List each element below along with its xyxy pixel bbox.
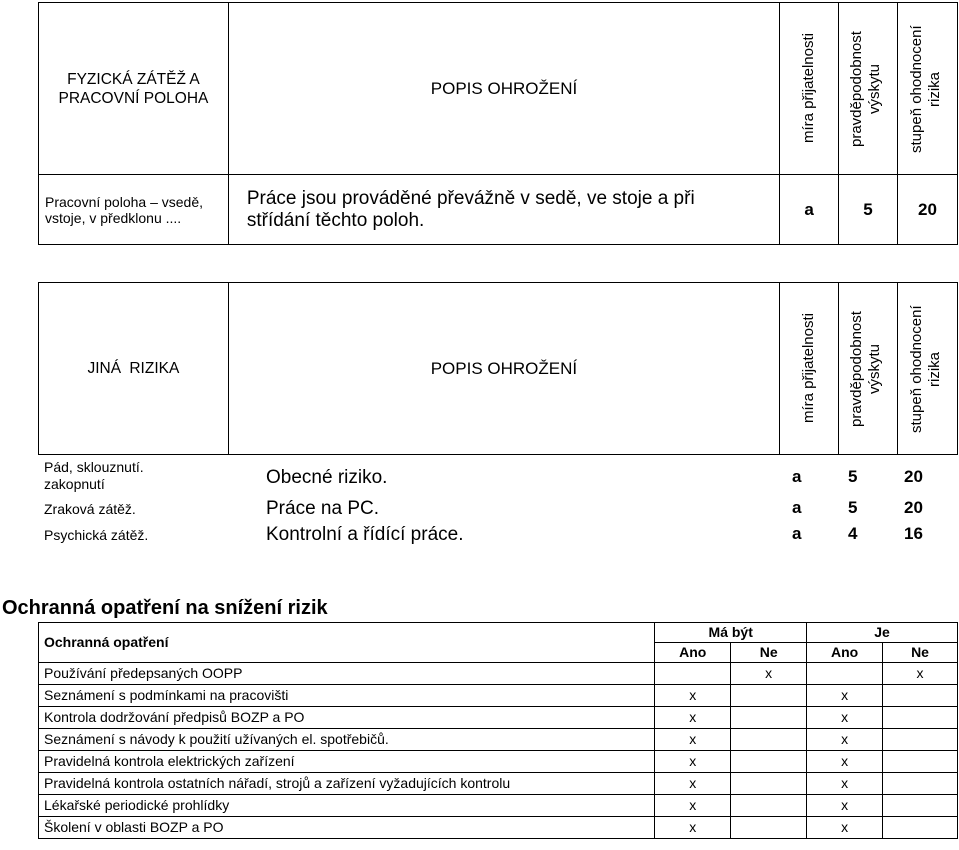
is-yes-cell: x: [807, 707, 883, 729]
is-no-header: Ne: [883, 643, 958, 663]
is-no-cell: x: [883, 663, 958, 685]
is-yes-cell: x: [807, 817, 883, 839]
table-row: [39, 817, 958, 839]
risk-row: [38, 524, 958, 546]
is-yes-cell: [807, 663, 883, 685]
should-yes-cell: x: [655, 707, 731, 729]
measure-label: Lékařské periodické prohlídky: [39, 795, 655, 817]
table-row: [39, 685, 958, 707]
is-yes-cell: x: [807, 795, 883, 817]
hazard-cell: Pád, sklouznutí. zakopnutí: [44, 459, 144, 492]
table-row: [39, 729, 958, 751]
probability-cell: 5: [848, 498, 858, 517]
should-no-cell: [731, 707, 807, 729]
should-no-cell: [731, 773, 807, 795]
measure-label: Pravidelná kontrola elektrických zařízení: [39, 751, 655, 773]
is-yes-cell: x: [807, 751, 883, 773]
hazard-cell: Pracovní poloha – vsedě, vstoje, v předklonu ....: [39, 175, 229, 245]
probability-cell: 5: [848, 467, 858, 486]
should-no-cell: [731, 729, 807, 751]
table-row: [39, 795, 958, 817]
table-row: [39, 751, 958, 773]
measure-label: Pravidelná kontrola ostatních nářadí, strojů a zařízení vyžadujících kontrolu: [39, 773, 655, 795]
is-no-cell: [883, 707, 958, 729]
should-yes-cell: x: [655, 795, 731, 817]
is-yes-cell: x: [807, 685, 883, 707]
description-column-header: POPIS OHROŽENÍ: [228, 3, 779, 175]
acceptability-cell: a: [792, 467, 802, 486]
probability-cell: 4: [848, 524, 858, 543]
table-row: [39, 663, 958, 685]
measure-label: Seznámení s návody k použití užívaných el. spotřebičů.: [39, 729, 655, 751]
description-cell: Práce jsou prováděné převážně v sedě, ve stoje a při střídání těchto poloh.: [228, 175, 779, 245]
rating-column-header: stupeň ohodnocení rizika: [907, 304, 943, 433]
table-row: [39, 773, 958, 795]
measure-label: Seznámení s podmínkami na pracovišti: [39, 685, 655, 707]
should-no-header: Ne: [731, 643, 807, 663]
is-no-cell: [883, 773, 958, 795]
should-yes-cell: x: [655, 729, 731, 751]
should-no-cell: [731, 795, 807, 817]
should-yes-header: Ano: [655, 643, 731, 663]
should-no-cell: [731, 817, 807, 839]
risk-row: [38, 498, 958, 520]
probability-cell: 5: [839, 175, 898, 245]
is-yes-header: Ano: [807, 643, 883, 663]
acceptability-column-header: míra přijatelnosti: [800, 33, 818, 144]
table-row: [39, 707, 958, 729]
is-yes-cell: x: [807, 773, 883, 795]
rating-cell: 20: [904, 498, 923, 517]
should-no-cell: x: [731, 663, 807, 685]
acceptability-column-header: míra přijatelnosti: [800, 313, 818, 424]
should-column-header: Má být: [655, 623, 807, 643]
measure-column-header: Ochranná opatření: [39, 623, 655, 663]
measure-label: Kontrola dodržování předpisů BOZP a PO: [39, 707, 655, 729]
is-yes-cell: x: [807, 729, 883, 751]
should-yes-cell: x: [655, 685, 731, 707]
is-no-cell: [883, 729, 958, 751]
measure-label: Používání předepsaných OOPP: [39, 663, 655, 685]
should-yes-cell: x: [655, 751, 731, 773]
should-no-cell: [731, 685, 807, 707]
risk-row: [38, 454, 958, 494]
is-column-header: Je: [807, 623, 958, 643]
description-cell: Práce na PC.: [266, 498, 379, 519]
rating-cell: 20: [898, 175, 958, 245]
is-no-cell: [883, 751, 958, 773]
probability-column-header: pravděpodobnost výskytu: [848, 310, 884, 427]
is-no-cell: [883, 817, 958, 839]
measure-label: Školení v oblasti BOZP a PO: [39, 817, 655, 839]
is-no-cell: [883, 685, 958, 707]
description-cell: Kontrolní a řídící práce.: [266, 524, 464, 545]
hazard-column-header: FYZICKÁ ZÁTĚŽ A PRACOVNÍ POLOHA: [39, 3, 229, 175]
acceptability-cell: a: [780, 175, 839, 245]
probability-column-header: pravděpodobnost výskytu: [848, 30, 884, 147]
rating-column-header: stupeň ohodnocení rizika: [907, 24, 943, 153]
is-no-cell: [883, 795, 958, 817]
measures-table: [38, 622, 958, 839]
should-yes-cell: [655, 663, 731, 685]
hazard-cell: Psychická zátěž.: [44, 527, 149, 543]
physical-load-table: [38, 2, 958, 245]
description-column-header: POPIS OHROŽENÍ: [228, 283, 779, 455]
should-yes-cell: x: [655, 773, 731, 795]
should-no-cell: [731, 751, 807, 773]
measures-heading: Ochranná opatření na snížení rizik: [2, 597, 328, 619]
acceptability-cell: a: [792, 524, 802, 543]
acceptability-cell: a: [792, 498, 802, 517]
hazard-cell: Zraková zátěž.: [44, 501, 136, 517]
rating-cell: 20: [904, 467, 923, 486]
rating-cell: 16: [904, 524, 923, 543]
should-yes-cell: x: [655, 817, 731, 839]
description-cell: Obecné riziko.: [266, 467, 388, 488]
hazard-column-header: JINÁ RIZIKA: [39, 283, 229, 455]
other-risks-table: [38, 282, 958, 455]
